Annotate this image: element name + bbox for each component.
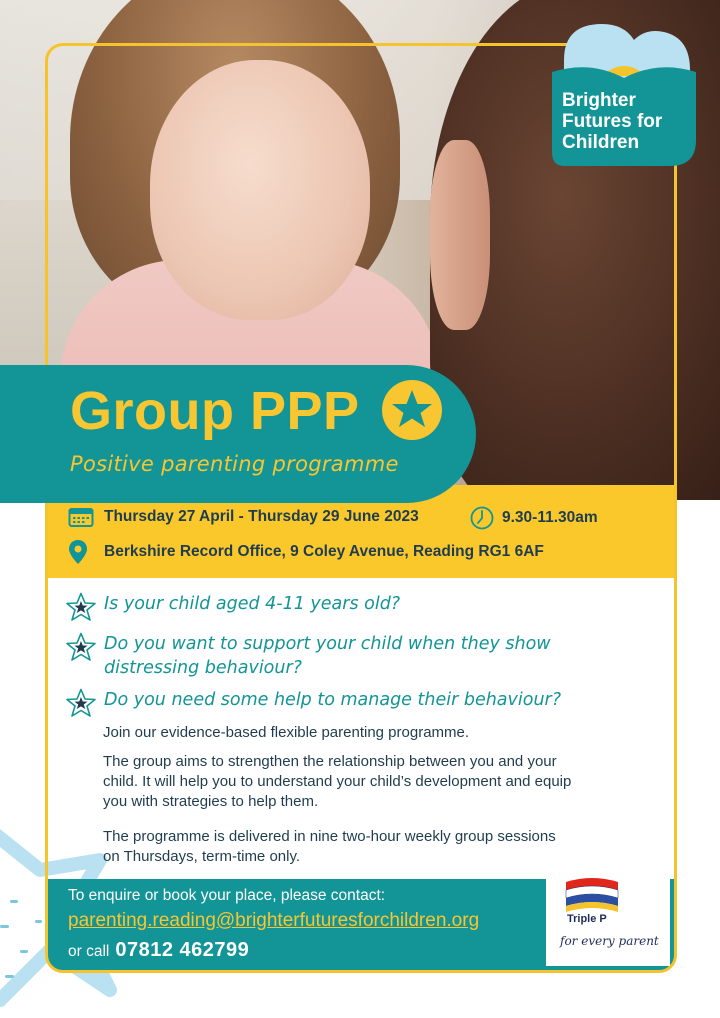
location-row [68,539,544,565]
question-text: Do you want to support your child when they show distressing behaviour? [104,634,551,678]
body-paragraph: The programme is delivered in nine two-hour weekly group sessions on Thursdays, term-time only. [103,828,556,865]
triple-p-brand: Triple P [567,913,607,925]
question-item [66,592,400,622]
question-item [66,688,561,718]
question-text: Do you need some help to manage their behaviour? [104,690,562,710]
contact-intro: To enquire or book your place, please contact: [68,887,386,904]
question-text: Is your child aged 4-11 years old? [104,594,401,614]
call-label: or call [68,943,110,960]
question-item [66,632,574,680]
star-badge-icon [380,378,444,442]
time-row [470,506,598,530]
star-bullet-icon [66,688,96,718]
star-bullet-icon [66,632,96,662]
calendar-icon [68,506,94,528]
email-link[interactable]: parenting.reading@brighterfuturesforchildren.org [68,910,480,931]
logo-wordmark: Brighter Futures for Children [562,90,663,153]
date-row [68,506,419,528]
star-bullet-icon [66,592,96,622]
phone-number[interactable]: 07812 462799 [115,939,250,961]
location-text: Berkshire Record Office, 9 Coley Avenue, Reading RG1 6AF [104,543,544,560]
dates-text: Thursday 27 April - Thursday 29 June 2023 [104,508,419,525]
page-subtitle: Positive parenting programme [70,452,399,476]
body-paragraph: Join our evidence-based flexible parenting programme. [103,724,470,741]
time-text: 9.30-11.30am [502,509,598,526]
page-title: Group PPP [70,381,360,441]
clock-icon [470,506,494,530]
map-pin-icon [68,539,88,565]
phone-line [68,939,249,962]
body-paragraph: The group aims to strengthen the relationship between you and your child. It will help you to understand your child’s development and equip you with strategies to help them. [103,753,572,810]
triple-p-tagline: for every parent [560,934,659,948]
